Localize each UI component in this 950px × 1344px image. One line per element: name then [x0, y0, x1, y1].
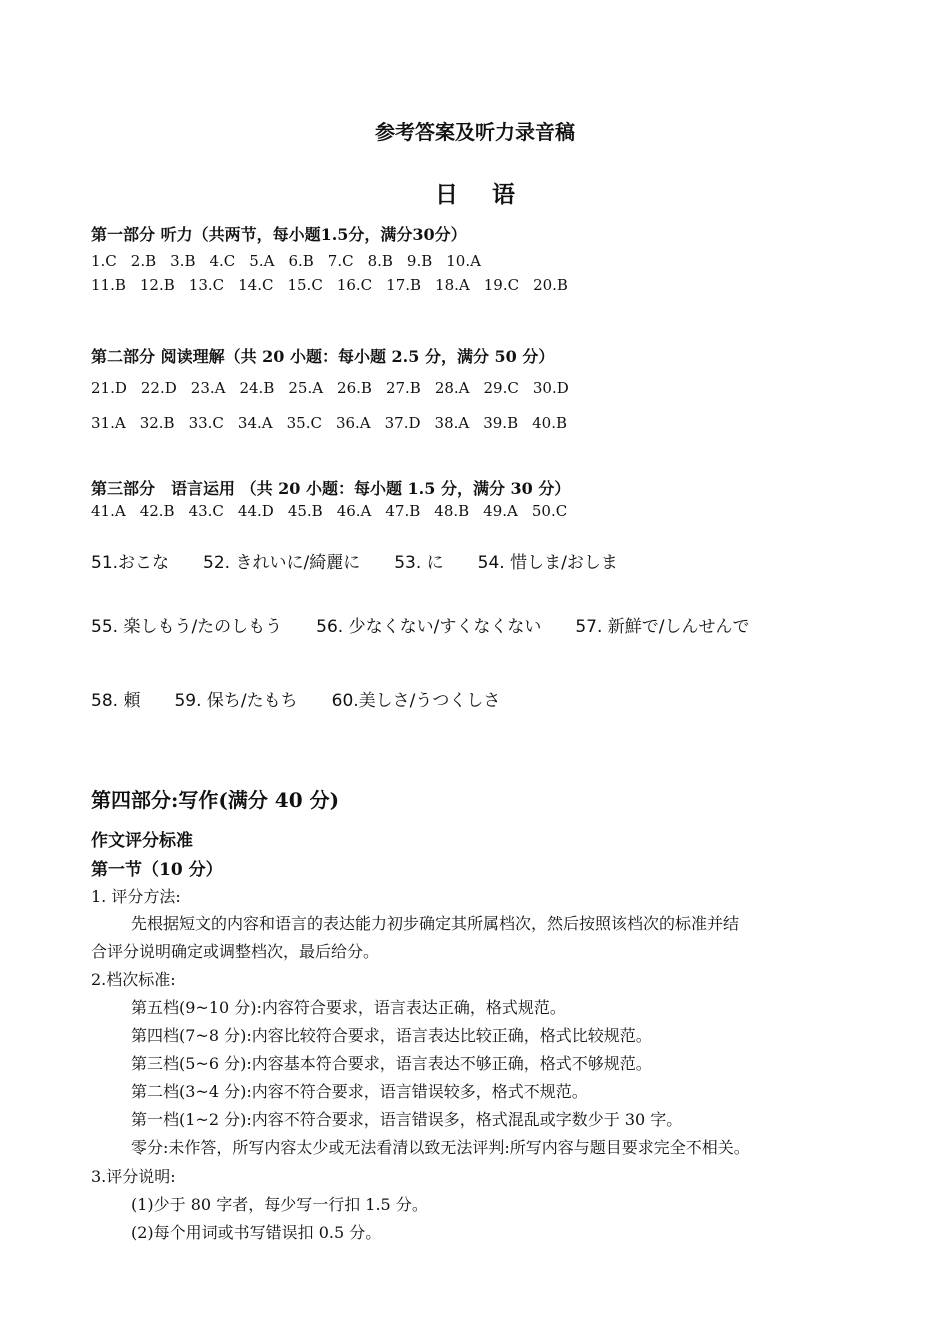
answer-item: 22.D: [140, 379, 177, 397]
answer-item: 2.B: [130, 252, 157, 270]
answer-item: 25.A: [288, 379, 324, 397]
answer-item: 41.A: [91, 502, 126, 520]
fill-answer: 51.おこな: [91, 553, 170, 573]
answer-item: 30.D: [532, 379, 569, 397]
part1-heading: 第一部分 听力（共两节，每小题1.5分，满分30分）: [91, 225, 467, 244]
answer-item: 45.B: [287, 502, 323, 520]
answer-item: 31.A: [91, 414, 126, 432]
fill-answer: 55. 楽しもう/たのしもう: [91, 617, 283, 637]
grade-line: 第一档(1~2 分):内容不符合要求，语言错误多，格式混乱或字数少于 30 字。: [131, 1110, 683, 1129]
answer-item: 44.D: [237, 502, 274, 520]
grade-line: 第四档(7~8 分):内容比较符合要求，语言表达比较正确，格式比较规范。: [131, 1026, 652, 1045]
answer-item: 12.B: [139, 276, 175, 294]
fill-answer: 53. に: [394, 553, 444, 573]
answer-item: 35.C: [286, 414, 322, 432]
note-line: (1)少于 80 字者，每少写一行扣 1.5 分。: [131, 1195, 428, 1214]
part2-answers-row1: [91, 379, 583, 397]
answer-item: 26.B: [337, 379, 372, 397]
note-line: (2)每个用词或书写错误扣 0.5 分。: [131, 1223, 382, 1242]
answer-item: 19.C: [483, 276, 520, 294]
answer-item: 20.B: [533, 276, 568, 294]
grade-line: 第三档(5~6 分):内容基本符合要求，语言表达不够正确，格式不够规范。: [131, 1054, 652, 1073]
answer-item: 29.C: [483, 379, 519, 397]
answer-item: 7.C: [327, 252, 354, 270]
fill-answer: 57. 新鮮で/しんせんで: [575, 617, 750, 637]
answer-item: 9.B: [406, 252, 433, 270]
answer-item: 6.B: [288, 252, 314, 270]
answer-item: 37.D: [384, 414, 421, 432]
method-line2: 合评分说明确定或调整档次，最后给分。: [91, 942, 380, 961]
answer-item: 15.C: [287, 276, 323, 294]
method-line1: 先根据短文的内容和语言的表达能力初步确定其所属档次，然后按照该档次的标准并结: [131, 914, 740, 933]
grade-line: 零分:未作答，所写内容太少或无法看清以致无法评判:所写内容与题目要求完全不相关。: [131, 1138, 750, 1157]
answer-item: 23.A: [190, 379, 226, 397]
answer-item: 4.C: [209, 252, 236, 270]
fill-answer: 56. 少なくない/すくなくない: [316, 617, 542, 637]
answer-item: 50.C: [531, 502, 568, 520]
answer-item: 5.A: [249, 252, 275, 270]
answer-item: 47.B: [385, 502, 421, 520]
answer-item: 48.B: [434, 502, 470, 520]
part3-heading: 第三部分 语言运用 （共 20 小题：每小题 1.5 分，满分 30 分）: [91, 479, 571, 498]
fill-answers-row3: [91, 686, 534, 711]
part1-answers-row1: [91, 252, 495, 270]
section1-title: 第一节（10 分）: [91, 860, 223, 880]
answer-item: 33.C: [188, 414, 224, 432]
fill-answer: 60.美しさ/うつくしさ: [331, 691, 501, 711]
grades-title: 2.档次标准:: [91, 970, 176, 989]
method-title: 1. 评分方法:: [91, 887, 181, 906]
answer-item: 32.B: [139, 414, 175, 432]
answer-item: 39.B: [483, 414, 519, 432]
document-title: 参考答案及听力录音稿: [375, 120, 575, 144]
answer-item: 18.A: [435, 276, 470, 294]
grade-line: 第五档(9~10 分):内容符合要求，语言表达正确，格式规范。: [131, 998, 566, 1017]
part2-heading: 第二部分 阅读理解（共 20 小题：每小题 2.5 分，满分 50 分）: [91, 347, 555, 366]
fill-answer: 52. きれいに/綺麗に: [203, 553, 361, 573]
answer-item: 1.C: [91, 252, 117, 270]
fill-answer: 58. 頼: [91, 691, 141, 711]
notes-title: 3.评分说明:: [91, 1167, 176, 1186]
answer-item: 16.C: [336, 276, 373, 294]
answer-item: 40.B: [532, 414, 567, 432]
answer-item: 10.A: [446, 252, 481, 270]
part4-heading: 第四部分:写作(满分 40 分): [91, 788, 340, 812]
answer-item: 13.C: [188, 276, 225, 294]
answer-item: 14.C: [238, 276, 274, 294]
fill-answer: 54. 惜しま/おしま: [477, 553, 618, 573]
answer-item: 27.B: [385, 379, 421, 397]
subject-title: 日语: [435, 181, 549, 208]
answer-item: 24.B: [239, 379, 275, 397]
answer-item: 38.A: [434, 414, 470, 432]
part2-answers-row2: [91, 414, 581, 432]
answer-item: 8.B: [367, 252, 393, 270]
answer-item: 3.B: [170, 252, 196, 270]
answer-item: 11.B: [91, 276, 126, 294]
answer-item: 34.A: [237, 414, 273, 432]
grade-line: 第二档(3~4 分):内容不符合要求，语言错误较多，格式不规范。: [131, 1082, 588, 1101]
answer-item: 21.D: [91, 379, 127, 397]
part1-answers-row2: [91, 276, 582, 294]
answer-item: 49.A: [483, 502, 518, 520]
fill-answer: 59. 保ち/たもち: [174, 691, 298, 711]
fill-answers-row1: [91, 548, 652, 573]
answer-item: 36.A: [335, 414, 371, 432]
answer-item: 42.B: [139, 502, 175, 520]
criteria-title: 作文评分标准: [91, 831, 193, 851]
part3-answers-row1: [91, 502, 581, 520]
answer-item: 46.A: [336, 502, 372, 520]
fill-answers-row2: [91, 612, 784, 637]
answer-item: 43.C: [188, 502, 224, 520]
answer-item: 17.B: [386, 276, 422, 294]
answer-item: 28.A: [434, 379, 470, 397]
